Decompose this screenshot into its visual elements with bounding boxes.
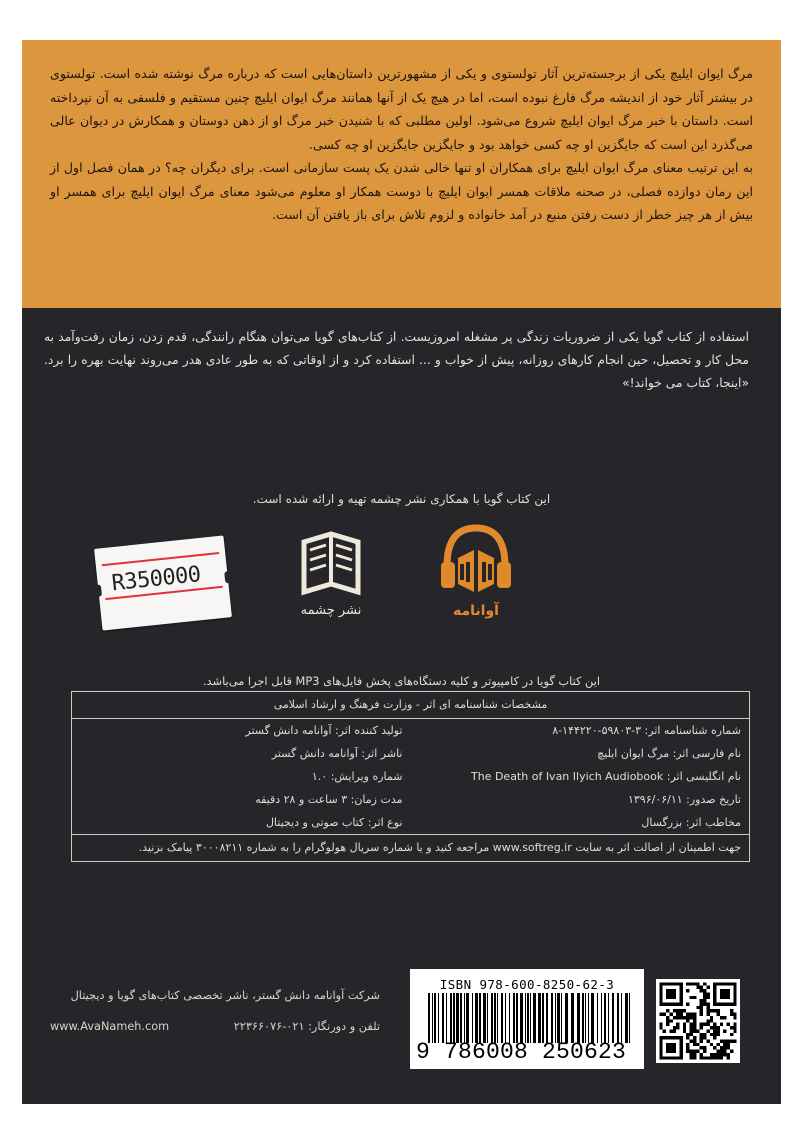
qr-module (696, 982, 699, 985)
qr-module (720, 1039, 723, 1042)
qr-module (659, 1026, 662, 1029)
qr-module (683, 1026, 686, 1029)
barcode-bar (501, 993, 503, 1043)
qr-module (690, 1050, 693, 1053)
qr-module (690, 1026, 693, 1029)
barcode-bar (571, 993, 574, 1043)
barcode-bar (516, 993, 518, 1043)
specs-header: مشخصات شناسنامه ای اثر - وزارت فرهنگ و ارشاد اسلامی (72, 692, 749, 719)
qr-module (713, 1009, 716, 1012)
qr-module (723, 1016, 726, 1019)
qr-module (706, 1013, 709, 1016)
barcode-bar (460, 993, 462, 1043)
sticker-notch (95, 585, 102, 598)
qr-module (730, 1039, 733, 1042)
qr-module (730, 1009, 733, 1012)
barcode-bar (551, 993, 553, 1043)
spec-cell: ناشر اثر: آوانامه دانش گستر (271, 747, 403, 760)
qr-module (696, 1043, 699, 1046)
qr-module (666, 1019, 669, 1022)
qr-module (703, 1056, 706, 1059)
mp3-compat-note: این کتاب گویا در کامپیوتر و کلیه دستگاه‌های پخش فایل‌های MP3 قابل اجرا می‌باشد. (202, 674, 601, 688)
barcode-bar (582, 993, 584, 1043)
qr-module (703, 999, 706, 1002)
qr-module (690, 1023, 693, 1026)
headphones-book-icon (441, 528, 511, 592)
barcode-bar (446, 993, 447, 1043)
book-back-cover (22, 40, 781, 1104)
qr-module (720, 1050, 723, 1053)
qr-module (683, 1016, 686, 1019)
qr-module (693, 1026, 696, 1029)
qr-module (723, 1029, 726, 1032)
specs-grid (72, 719, 749, 834)
qr-module (700, 1056, 703, 1059)
qr-module (669, 1013, 672, 1016)
qr-module (700, 1026, 703, 1029)
qr-module (673, 1026, 676, 1029)
company-phone: تلفن و دورنگار: ۰۲۱-۲۲۳۶۶۰۷۶ (233, 1020, 380, 1033)
qr-module (727, 1023, 730, 1026)
qr-module (690, 1029, 693, 1032)
spec-cell: نوع اثر: کتاب صوتی و دیجیتال (265, 816, 403, 829)
qr-module (686, 1003, 689, 1006)
qr-module (693, 1029, 696, 1032)
qr-module (690, 1033, 693, 1036)
qr-module (713, 1033, 716, 1036)
spec-cell: مخاطب اثر: بزرگسال (641, 816, 741, 829)
barcode-bar (464, 993, 465, 1043)
barcode-bar (533, 993, 536, 1043)
qr-module (710, 1019, 713, 1022)
qr-module (706, 1056, 709, 1059)
qr-module (723, 1043, 726, 1046)
qr-module (710, 1053, 713, 1056)
qr-module (723, 1050, 726, 1053)
qr-module (693, 1056, 696, 1059)
qr-module (706, 1019, 709, 1022)
qr-module (730, 1013, 733, 1016)
barcode-bar (557, 993, 560, 1043)
barcode-bar (577, 993, 580, 1043)
barcode-bar (604, 993, 606, 1043)
qr-module (710, 1009, 713, 1012)
qr-module (696, 1050, 699, 1053)
barcode-bar (542, 993, 544, 1043)
barcode-bar (494, 993, 496, 1043)
isbn-label: ISBN 978-600-8250-62-3 (439, 977, 615, 992)
barcode-bar (527, 993, 529, 1043)
qr-module (723, 1046, 726, 1049)
barcode-bar (625, 993, 628, 1043)
qr-module (706, 1009, 709, 1012)
qr-module (693, 1013, 696, 1016)
qr-module (727, 1043, 730, 1046)
qr-module (700, 999, 703, 1002)
qr-module (686, 1016, 689, 1019)
qr-module (666, 989, 676, 999)
qr-module (686, 1036, 689, 1039)
qr-module (686, 982, 689, 985)
price-line (102, 552, 220, 566)
specs-table (71, 691, 750, 862)
qr-module (710, 1033, 713, 1036)
qr-module (713, 1036, 716, 1039)
qr-module (700, 1039, 703, 1042)
qr-module (700, 1053, 703, 1056)
cheshmeh-logo (290, 522, 372, 620)
qr-module (690, 1016, 693, 1019)
qr-module (693, 1039, 696, 1042)
qr-module (703, 1033, 706, 1036)
company-contact-row (50, 1020, 380, 1033)
qr-module (693, 1043, 696, 1046)
barcode-bar (438, 993, 439, 1043)
qr-module (720, 1053, 723, 1056)
qr-module (693, 1019, 696, 1022)
qr-module (733, 1026, 736, 1029)
company-info (50, 989, 380, 1033)
avaname-logo-label: آوانامه (453, 603, 499, 619)
qr-module (693, 1016, 696, 1019)
qr-module (733, 1013, 736, 1016)
qr-module (693, 1023, 696, 1026)
qr-module (713, 1026, 716, 1029)
spec-cell: شماره ویرایش: ۱.۰ (311, 770, 403, 783)
qr-module (676, 1009, 679, 1012)
qr-module (716, 1050, 719, 1053)
qr-module (733, 1016, 736, 1019)
qr-module (727, 1056, 730, 1059)
synopsis-paragraph: مرگ ایوان ایلیچ یکی از برجسته‌ترین آثار تولستوی و یکی از مشهورترین داستان‌هایی است که درباره مرگ نوشته شده است. تولستوی در بیشتر آثار خود از اندیشه مرگ فارغ نبوده است، اما در هیچ یک از آنها همانند مرگ ایوان ایلیچ چنین مستقیم و فلسفی به آن نپرداخته است. داستان با خبر مرگ ایوان ایلیچ شروع می‌شود. اولین مطلبی که با شنیدن خبر مرگ او از ذهن دوستان و همکارش در دیوان عالی می‌گذرد این است که جایگزین او چه کسی خواهد بود و جایگزین جایگزین او چه کسی. (50, 66, 753, 152)
qr-module (683, 1023, 686, 1026)
qr-module (683, 1029, 686, 1032)
barcode-bar (565, 993, 568, 1043)
qr-module (730, 1050, 733, 1053)
barcode-bar (505, 993, 506, 1043)
qr-module (676, 1023, 679, 1026)
qr-module (710, 1056, 713, 1059)
qr-module (703, 982, 706, 985)
barcode-bar (538, 993, 541, 1043)
barcode-bar (479, 993, 481, 1043)
qr-module (693, 1050, 696, 1053)
barcode-bar (491, 993, 493, 1043)
qr-module (727, 1046, 730, 1049)
qr-module (673, 1009, 676, 1012)
barcode-bar (597, 993, 598, 1043)
collaboration-note: این کتاب گویا با همکاری نشر چشمه تهیه و ارائه شده است. (252, 492, 551, 506)
qr-module (716, 1009, 719, 1012)
qr-module (700, 1006, 703, 1009)
qr-module (720, 1023, 723, 1026)
sticker-notch (224, 571, 231, 584)
qr-module (700, 989, 703, 992)
qr-module (706, 1039, 709, 1042)
barcode-bar (513, 993, 515, 1043)
qr-module (666, 1016, 669, 1019)
barcode-bar (629, 993, 630, 1043)
qr-module (720, 989, 730, 999)
barcode-bar (555, 993, 556, 1043)
barcode-bar (546, 993, 548, 1043)
barcode-bar (432, 993, 433, 1043)
barcode-bar (601, 993, 602, 1043)
barcode-bar (487, 993, 488, 1043)
qr-module (686, 1019, 689, 1022)
qr-module (716, 1053, 719, 1056)
qr-module (716, 1029, 719, 1032)
qr-module (723, 1053, 726, 1056)
qr-module (696, 986, 699, 989)
qr-module (686, 1050, 689, 1053)
qr-module (720, 1056, 723, 1059)
qr-module (706, 986, 709, 989)
qr-module (706, 1029, 709, 1032)
barcode-bar (608, 993, 609, 1043)
qr-module (690, 1013, 693, 1016)
qr-module (713, 1056, 716, 1059)
qr-module (676, 1013, 679, 1016)
barcode-bar (453, 993, 455, 1043)
qr-module (730, 1026, 733, 1029)
qr-module (710, 1026, 713, 1029)
qr-module (710, 1043, 713, 1046)
qr-module (706, 996, 709, 999)
qr-module (716, 1013, 719, 1016)
barcode-bar (428, 993, 430, 1043)
qr-module (706, 1006, 709, 1009)
specs-footer: جهت اطمینان از اصالت اثر به سایت www.softreg.ir مراجعه کنید و یا شماره سریال هولوگرام را به شماره ۳۰۰۰۸۲۱۱ پیامک بزنید. (72, 834, 749, 861)
qr-module (733, 1023, 736, 1026)
synopsis-text (50, 62, 753, 227)
qr-module (686, 1033, 689, 1036)
qr-module (730, 1033, 733, 1036)
qr-module (669, 1029, 672, 1032)
qr-module (690, 1053, 693, 1056)
cheshmeh-logo-label: نشر چشمه (300, 603, 362, 618)
qr-module (686, 1013, 689, 1016)
qr-module (683, 1009, 686, 1012)
spec-cell: مدت زمان: ۳ ساعت و ۲۸ دقیقه (255, 793, 403, 806)
qr-module (706, 992, 709, 995)
qr-module (713, 1046, 716, 1049)
spec-cell: نام انگلیسی اثر: The Death of Ivan Ilyich Audiobook (471, 770, 741, 783)
qr-module (666, 1043, 676, 1053)
qr-module (720, 1046, 723, 1049)
qr-module (686, 989, 689, 992)
qr-module (706, 1023, 709, 1026)
avaname-logo (437, 520, 515, 620)
isbn-barcode (410, 969, 644, 1069)
qr-module (680, 1009, 683, 1012)
qr-module (666, 1023, 669, 1026)
qr-module (690, 1039, 693, 1042)
qr-module (703, 1036, 706, 1039)
qr-module (727, 1053, 730, 1056)
synopsis-paragraph: به این ترتیب معنای مرگ ایوان ایلیچ برای همکاران او تنها خالی شدن یک پست سازمانی است. برای دیگران چه؟ در همان فصل اول از این رمان دوازده فصلی، در صحنه ملاقات همسر ایوان ایلیچ با دوست همکار او معلوم می‌شود معنای مرگ ایوان ایلیچ برای همسر او بیش از هر چیز خطر از دست رفتن منبع در آمد خانواده و لزوم تلاش برای باز یافتن آن است. (50, 160, 753, 222)
qr-module (703, 1003, 706, 1006)
qr-module (659, 1023, 662, 1026)
barcode-bar (591, 993, 594, 1043)
barcode-bar (621, 993, 622, 1043)
barcode-bar (456, 993, 459, 1043)
qr-module (713, 1029, 716, 1032)
audiobook-intro: استفاده از کتاب گویا یکی از ضروریات زندگی پر مشغله امروزیست. از کتاب‌های گویا می‌توان هنگام رانندگی، قدم زدن، زمان رفت‌وآمد به محل کار و تحصیل، حین انجام کارهای روزانه، پیش از خواب و ... استفاده کرد و از اوقاتی که به طور عادی هدر می‌روند نهایت بهره را برد. «اینجا، کتاب می خواند!» (44, 330, 749, 390)
qr-module (716, 1033, 719, 1036)
qr-module (690, 1056, 693, 1059)
qr-module (703, 1023, 706, 1026)
qr-module (659, 1013, 662, 1016)
qr-module (686, 1043, 689, 1046)
qr-module (727, 1039, 730, 1042)
qr-module (676, 1026, 679, 1029)
qr-module (673, 1029, 676, 1032)
spec-cell: تاریخ صدور: ۱۳۹۶/۰۶/۱۱ (627, 793, 741, 806)
qr-module (720, 1016, 723, 1019)
barcode-bar (588, 993, 589, 1043)
barcode-digits: 9 786008 250623 (416, 1039, 627, 1065)
qr-module (680, 1013, 683, 1016)
barcode-bar (497, 993, 498, 1043)
barcode-bar (617, 993, 619, 1043)
price-label: R350000 (110, 562, 202, 597)
qr-module (706, 1003, 709, 1006)
qr-module (690, 982, 693, 985)
spec-cell: نام فارسی اثر: مرگ ایوان ایلیچ (597, 747, 741, 760)
barcode-bar (466, 993, 469, 1043)
barcode-bar (612, 993, 614, 1043)
qr-module (703, 989, 706, 992)
barcode-bar (450, 993, 452, 1043)
company-website[interactable]: www.AvaNameh.com (50, 1020, 170, 1033)
qr-module (666, 1009, 669, 1012)
barcode-bar (509, 993, 510, 1043)
qr-module (696, 1006, 699, 1009)
qr-module (700, 1013, 703, 1016)
barcode-bar (585, 993, 586, 1043)
qr-module (700, 1023, 703, 1026)
synopsis-panel (22, 40, 781, 308)
qr-module (710, 1016, 713, 1019)
barcode-bar (530, 993, 531, 1043)
qr-module (673, 1016, 676, 1019)
qr-module (693, 996, 696, 999)
open-book-icon (304, 534, 358, 592)
qr-module (733, 1039, 736, 1042)
qr-module (680, 1016, 683, 1019)
qr-module (723, 1039, 726, 1042)
barcode-bar (475, 993, 478, 1043)
qr-module (690, 996, 693, 999)
barcode-bar (520, 993, 523, 1043)
barcode-bar (483, 993, 486, 1043)
barcode-bar (442, 993, 444, 1043)
barcode-bar (561, 993, 562, 1043)
qr-module (716, 1043, 719, 1046)
barcode-bar (472, 993, 473, 1043)
spec-cell: تولید کننده اثر: آوانامه دانش گستر (245, 724, 403, 737)
qr-module (713, 1023, 716, 1026)
qr-module (733, 1029, 736, 1032)
qr-module (703, 992, 706, 995)
qr-module (700, 1009, 703, 1012)
qr-code (656, 979, 740, 1063)
barcode-bars (428, 993, 630, 1043)
company-name: شرکت آوانامه دانش گستر، ناشر تخصصی کتاب‌های گویا و دیجیتال (70, 989, 380, 1002)
qr-module (703, 1046, 706, 1049)
barcode-bar (525, 993, 526, 1043)
qr-module (696, 1029, 699, 1032)
qr-module (676, 1016, 679, 1019)
qr-module (703, 1050, 706, 1053)
qr-module (663, 1029, 666, 1032)
qr-module (700, 1033, 703, 1036)
barcode-bar (434, 993, 436, 1043)
spec-cell: شماره شناسنامه اثر: ۳-۵۹۸۰۳-۱۴۴۲۲۰-۸ (552, 724, 741, 737)
qr-module (700, 1003, 703, 1006)
qr-module (669, 1019, 672, 1022)
qr-module (713, 1053, 716, 1056)
qr-module (703, 996, 706, 999)
qr-module (663, 1013, 666, 1016)
qr-module (686, 1046, 689, 1049)
qr-module (693, 1053, 696, 1056)
qr-module (716, 1026, 719, 1029)
qr-module (700, 1036, 703, 1039)
qr-module (700, 1046, 703, 1049)
qr-module (700, 986, 703, 989)
qr-module (693, 982, 696, 985)
price-sticker (94, 535, 232, 630)
qr-module (716, 1056, 719, 1059)
qr-module (693, 1036, 696, 1039)
